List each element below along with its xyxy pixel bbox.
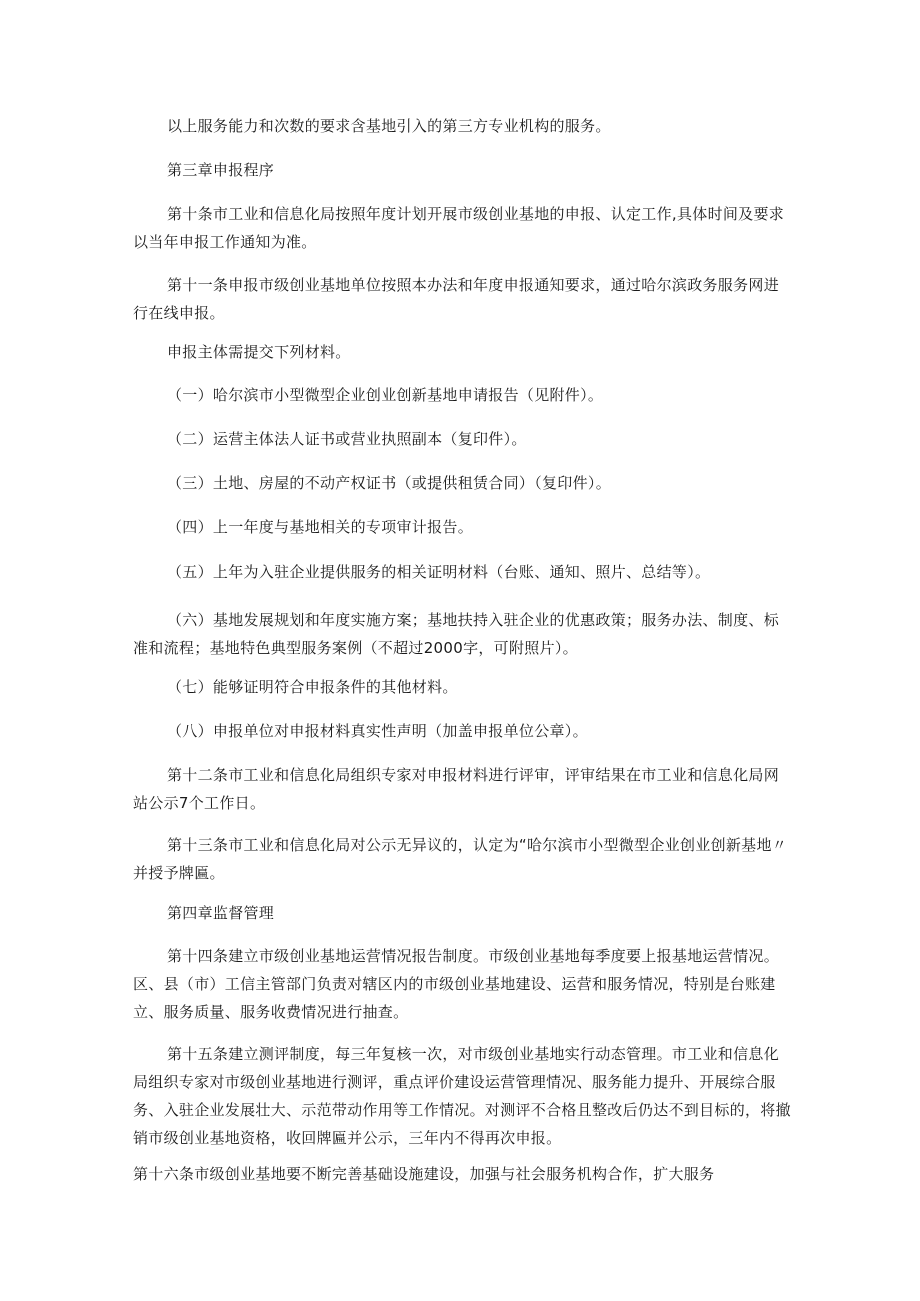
material-item-5: （五）上年为入驻企业提供服务的相关证明材料（台账、通知、照片、总结等）。: [167, 563, 711, 581]
material-item-1: （一）哈尔滨市小型微型企业创业创新基地申请报告（见附件）。: [167, 386, 604, 404]
article-12: 第十二条市工业和信息化局组织专家对申报材料进行评审，评审结果在市工业和信息化局网站公示7个工作日。: [133, 766, 780, 812]
material-item-3: （三）土地、房屋的不动产权证书（或提供租赁合同）（复印件）。: [167, 474, 612, 492]
article-11: 第十一条申报市级创业基地单位按照本办法和年度申报通知要求，通过哈尔滨政务服务网进行在线申报。: [133, 276, 780, 322]
article-10: 第十条市工业和信息化局按照年度计划开展市级创业基地的申报、认定工作,具体时间及要求以当年申报工作通知为准。: [133, 205, 785, 251]
material-item-7: （七）能够证明符合申报条件的其他材料。: [167, 678, 458, 696]
material-item-8: （八）申报单位对申报材料真实性声明（加盖申报单位公章）。: [167, 722, 588, 740]
article-16: 第十六条市级创业基地要不断完善基础设施建设，加强与社会服务机构合作，扩大服务: [133, 1165, 715, 1183]
article-15: 第十五条建立测评制度，每三年复核一次，对市级创业基地实行动态管理。市工业和信息化局组织专家对市级创业基地进行测评，重点评价建设运营管理情况、服务能力提升、开展综合服务、入驻企业发展壮大、示范带动作用等工作情况。对测评不合格且整改后仍达不到目标的，将撤销市级创业基地资格，收回牌匾并公示，三年内不得再次申报。: [133, 1045, 791, 1147]
chapter-3-heading: 第三章申报程序: [167, 161, 275, 179]
material-item-6: （六）基地发展规划和年度实施方案；基地扶持入驻企业的优惠政策；服务办法、制度、标准和流程；基地特色典型服务案例（不超过2000字，可附照片）。: [133, 611, 780, 657]
material-item-2: （二）运营主体法人证书或营业执照副本（复印件）。: [167, 430, 527, 448]
paragraph-service-note: 以上服务能力和次数的要求含基地引入的第三方专业机构的服务。: [167, 117, 611, 135]
article-13: 第十三条市工业和信息化局对公示无异议的，认定为“哈尔滨市小型微型企业创业创新基地〃并授予牌匾。: [133, 836, 788, 882]
material-item-4: （四）上一年度与基地相关的专项审计报告。: [167, 518, 474, 536]
chapter-4-heading: 第四章监督管理: [167, 904, 275, 922]
article-14: 第十四条建立市级创业基地运营情况报告制度。市级创业基地每季度要上报基地运营情况。区、县（市）工信主管部门负责对辖区内的市级创业基地建设、运营和服务情况，特别是台账建立、服务质量、服务收费情况进行抽查。: [133, 947, 780, 1021]
materials-intro: 申报主体需提交下列材料。: [167, 343, 351, 361]
